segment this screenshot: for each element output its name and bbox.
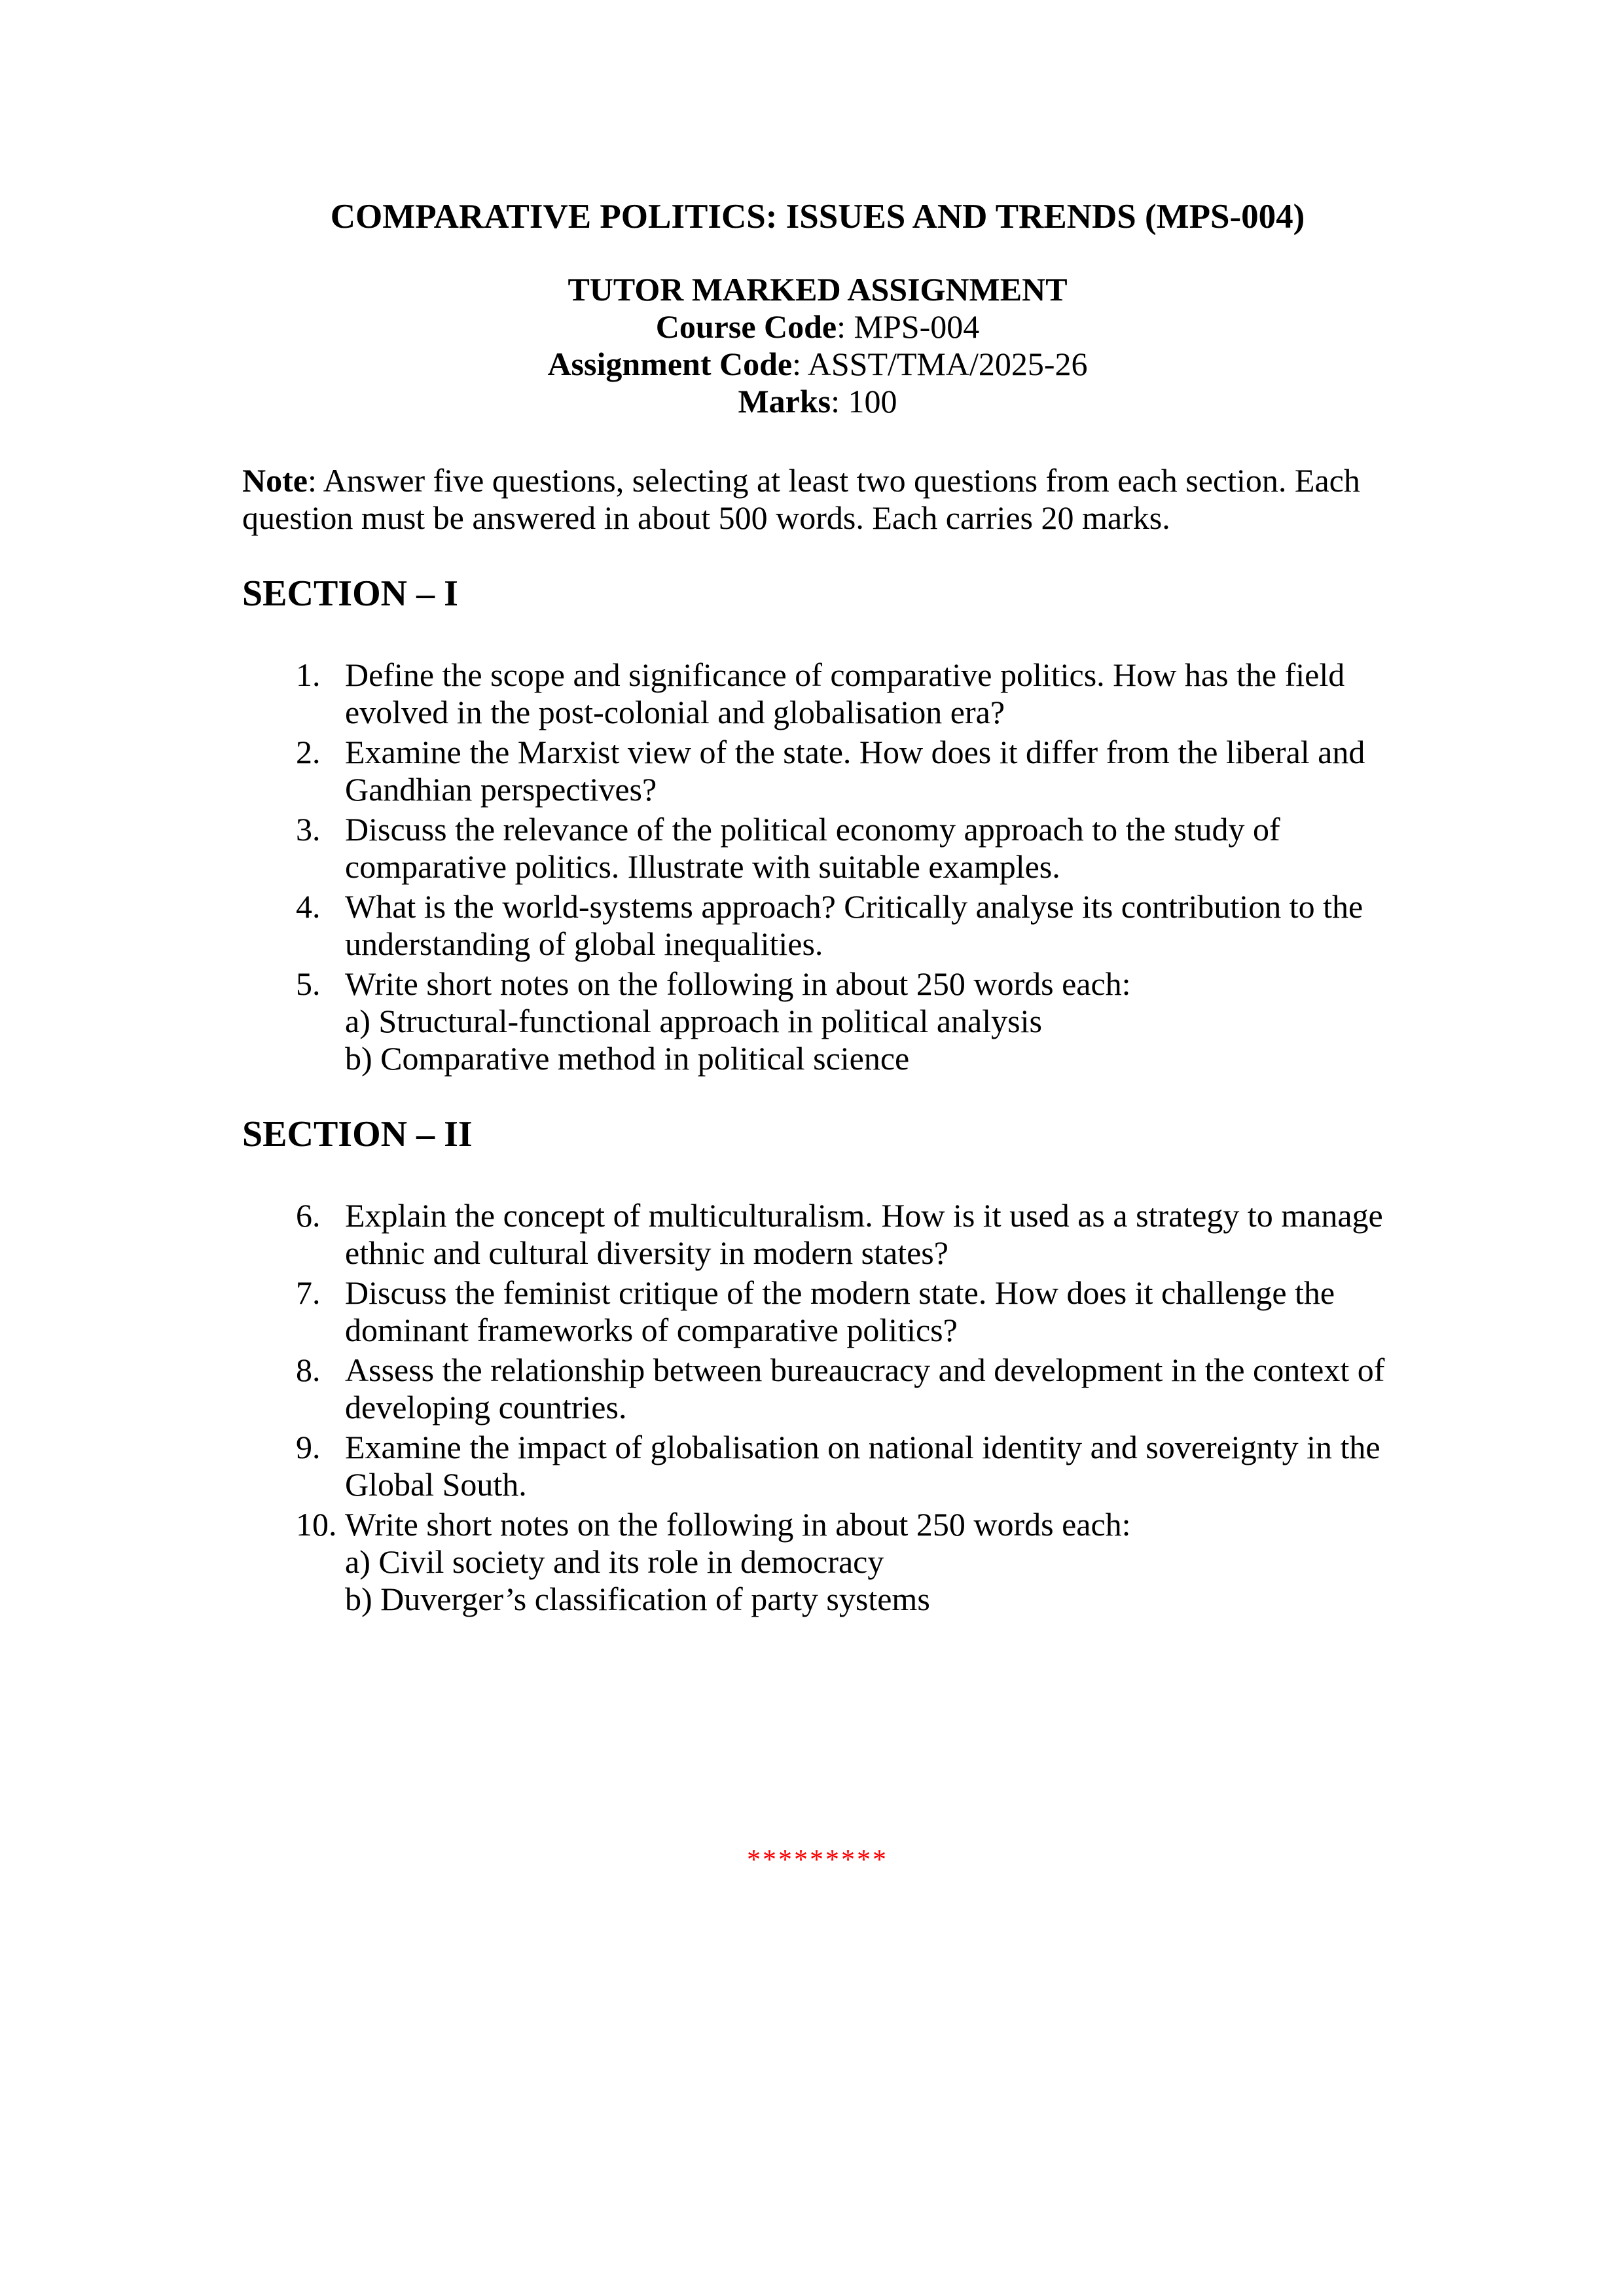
assignment-header xyxy=(242,271,1393,420)
question-item-9 xyxy=(242,1429,1393,1503)
question-number: 2. xyxy=(296,733,321,770)
question-item-4 xyxy=(242,888,1393,963)
question-text: Write short notes on the following in about 250 words each: xyxy=(345,965,1131,1002)
course-code-line xyxy=(242,308,1393,346)
question-text: Write short notes on the following in about 250 words each: xyxy=(345,1505,1131,1543)
question-text: Examine the Marxist view of the state. How does it differ from the liberal and Gandhian perspectives? xyxy=(345,733,1365,808)
question-number: 7. xyxy=(296,1274,321,1311)
question-text: Assess the relationship between bureaucracy and development in the context of developing countries. xyxy=(345,1351,1385,1426)
note-paragraph xyxy=(242,462,1393,537)
question-text: Examine the impact of globalisation on national identity and sovereignty in the Global South. xyxy=(345,1428,1380,1503)
course-code-value: : MPS-004 xyxy=(837,308,980,345)
question-number: 1. xyxy=(296,656,321,693)
question-subitem-b: b) Duverger’s classification of party systems xyxy=(345,1580,930,1617)
assignment-code-line xyxy=(242,346,1393,383)
question-item-10 xyxy=(242,1506,1393,1618)
course-code-label: Course Code xyxy=(655,308,837,345)
section-1-heading: SECTION – I xyxy=(242,573,458,614)
question-item-7 xyxy=(242,1274,1393,1349)
end-of-document-asterisks: ********* xyxy=(747,1844,888,1875)
question-item-8 xyxy=(242,1352,1393,1426)
question-item-2 xyxy=(242,734,1393,808)
question-text: What is the world-systems approach? Critically analyse its contribution to the understanding of global inequalities. xyxy=(345,888,1363,962)
question-subitem-a: a) Civil society and its role in democracy xyxy=(345,1543,884,1580)
note-text: : Answer five questions, selecting at least two questions from each section. Each question must be answered in about 500 words. Each carries 20 marks. xyxy=(242,461,1360,536)
section-1-question-list xyxy=(242,656,1393,1077)
page-title: COMPARATIVE POLITICS: ISSUES AND TRENDS (MPS-004) xyxy=(330,198,1305,236)
question-item-1 xyxy=(242,656,1393,731)
assignment-subtitle: TUTOR MARKED ASSIGNMENT xyxy=(568,270,1068,308)
question-subitem-a: a) Structural-functional approach in political analysis xyxy=(345,1002,1042,1039)
note-label: Note xyxy=(242,461,308,499)
assignment-code-value: : ASST/TMA/2025-26 xyxy=(792,345,1088,382)
question-item-5 xyxy=(242,965,1393,1077)
question-text: Discuss the feminist critique of the modern state. How does it challenge the dominant frameworks of comparative politics? xyxy=(345,1274,1335,1348)
question-text: Discuss the relevance of the political economy approach to the study of comparative politics. Illustrate with suitable examples. xyxy=(345,810,1280,885)
question-subitem-b: b) Comparative method in political science xyxy=(345,1039,910,1077)
question-text: Define the scope and significance of comparative politics. How has the field evolved in the post-colonial and globalisation era? xyxy=(345,656,1345,730)
assignment-code-label: Assignment Code xyxy=(547,345,793,382)
question-number: 6. xyxy=(296,1196,321,1234)
question-number: 9. xyxy=(296,1428,321,1465)
marks-value: : 100 xyxy=(831,382,897,420)
question-number: 5. xyxy=(296,965,321,1002)
section-2-heading: SECTION – II xyxy=(242,1113,473,1155)
question-number: 4. xyxy=(296,888,321,925)
section-2-question-list xyxy=(242,1197,1393,1618)
question-item-3 xyxy=(242,811,1393,886)
question-number: 8. xyxy=(296,1351,321,1388)
question-item-6 xyxy=(242,1197,1393,1272)
marks-line xyxy=(242,383,1393,420)
question-text: Explain the concept of multiculturalism. How is it used as a strategy to manage ethnic and cultural diversity in modern states? xyxy=(345,1196,1383,1271)
marks-label: Marks xyxy=(738,382,831,420)
question-number: 3. xyxy=(296,810,321,848)
question-number: 10. xyxy=(296,1505,337,1543)
